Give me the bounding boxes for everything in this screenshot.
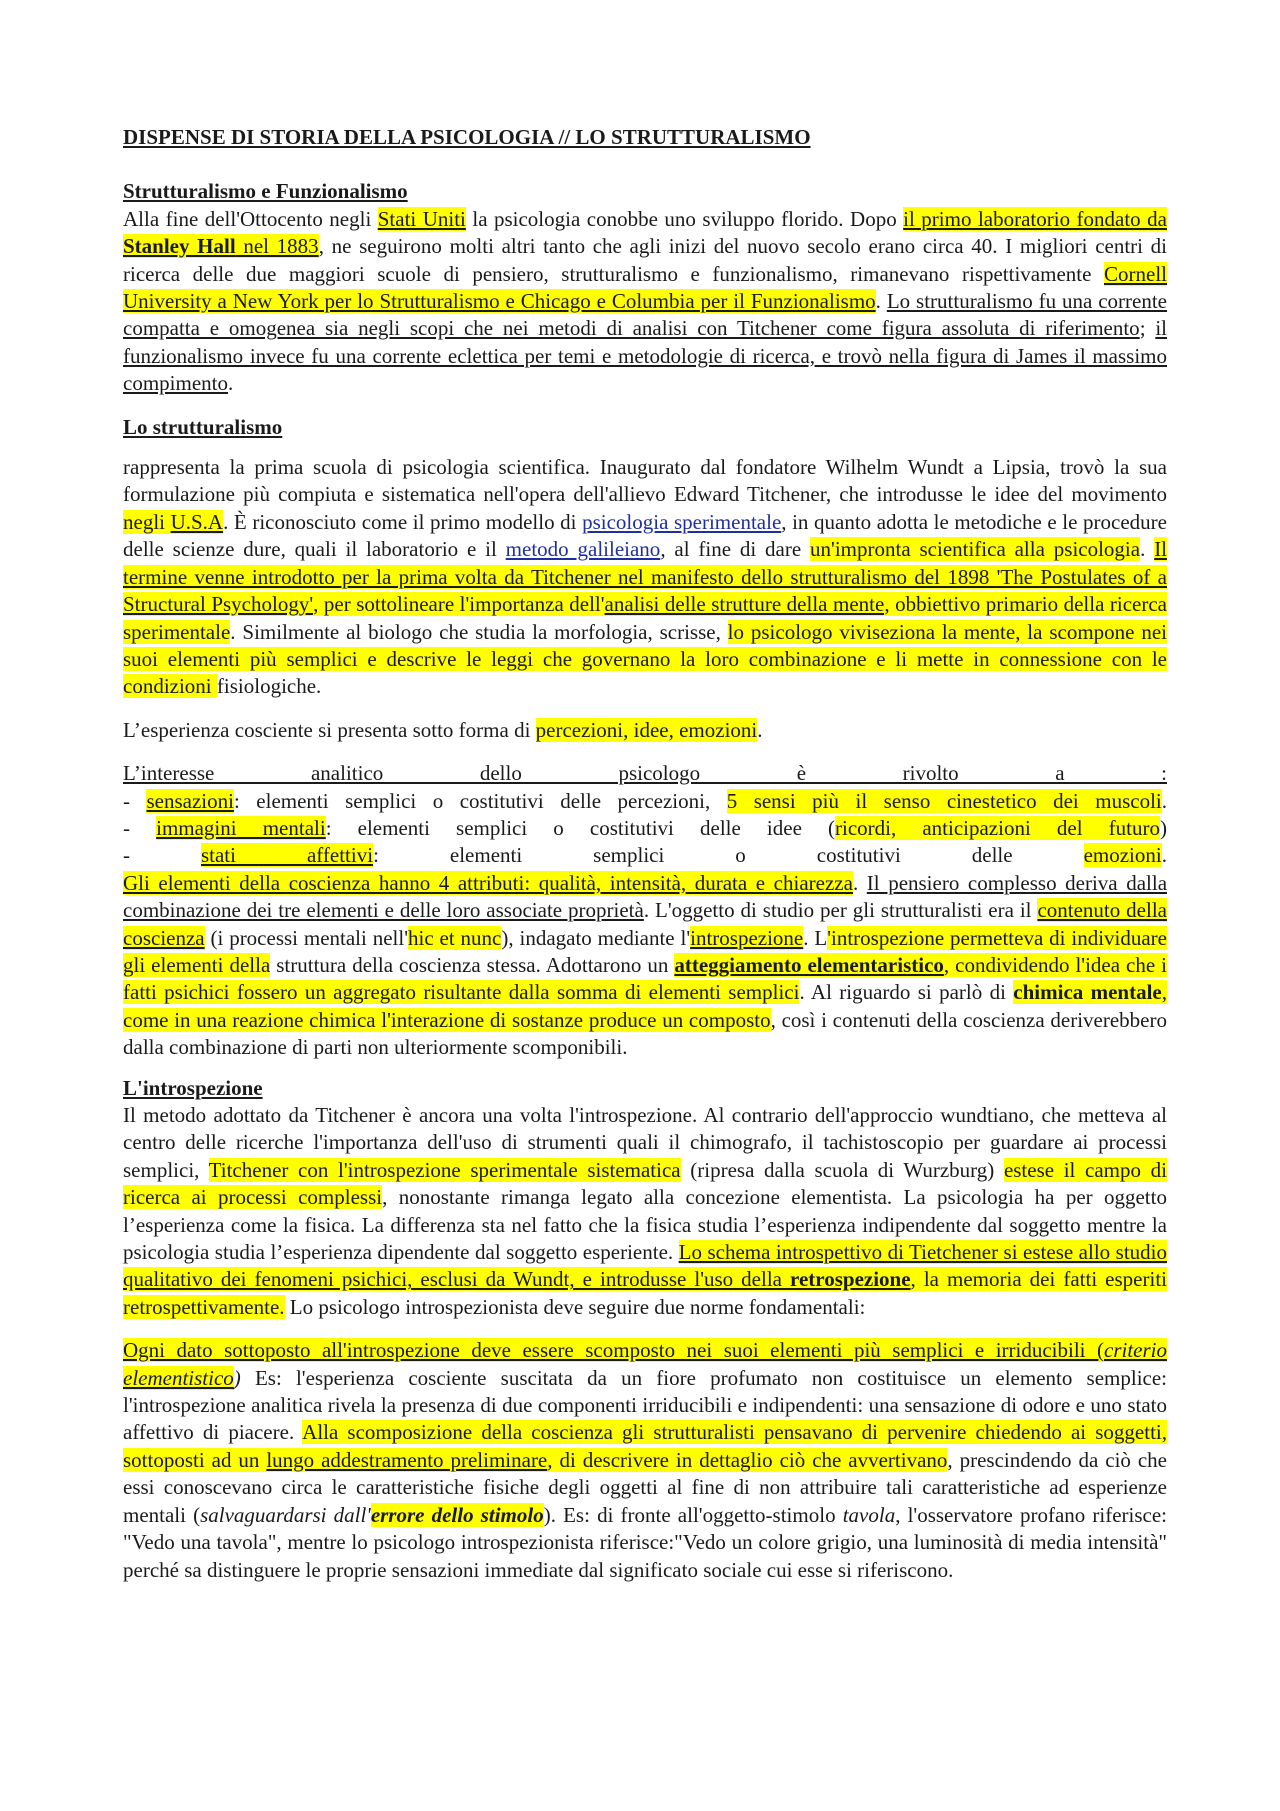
text-run: . (757, 717, 763, 742)
text-run: , al fine di dare (660, 537, 811, 562)
italic-tavola: tavola (842, 1502, 896, 1527)
highlight-introspezione-sistematica: Titchener con l'introspezione sperimentale sistematica (208, 1157, 681, 1182)
highlight-immagini-mentali: immagini mentali (156, 815, 326, 840)
text-run: negli (123, 509, 171, 534)
bold-retrospezione: retrospezione (790, 1267, 911, 1292)
list-item-sensazioni (123, 788, 1167, 815)
text-run: , così i contenuti della coscienza deriverebbero dalla combinazione di parti non ulteriormente scomponibili. (123, 1007, 1167, 1060)
paragraph-strutturalismo-funzionalismo (123, 206, 1167, 398)
text-run: Es: l'esperienza cosciente suscitata da un fiore profumato non costituisce un elemento semplice: l'introspezione analitica rivela la presenza di due componenti irriducibili e indipendenti: una sensazione di odore e uno stato affettivo di piacere. (123, 1365, 1167, 1445)
paragraph-interesse-analitico (123, 760, 1167, 1061)
text-run: . (1161, 788, 1167, 813)
text-run: Alla scomposizione della coscienza gli strutturalisti pensavano di pervenire chiedendo ai soggetti, sottoposti ad un (123, 1420, 1167, 1472)
text-run: . L'oggetto di studio per gli strutturalisti era il (643, 898, 1038, 923)
list-item-immagini-mentali (123, 815, 1167, 842)
text-run: Alla fine dell'Ottocento negli (123, 206, 378, 231)
text-run: la psicologia conobbe uno sviluppo florido. Dopo (465, 206, 904, 231)
highlight-ricordi: ricordi, anticipazioni del futuro (835, 815, 1160, 840)
text-run: (i processi mentali nell' (204, 925, 408, 950)
text-run: . (852, 870, 867, 895)
text-run: - (123, 843, 201, 868)
text-run: , prescindendo da ciò che essi conoscevano circa le caratteristiche fisiche degli oggetti al fine di non attribuire tali caratteristiche ad esperienze mentali ( (123, 1447, 1167, 1527)
text-run: ), indagato mediante l' (501, 925, 691, 950)
text-run: fisiologiche. (216, 674, 322, 699)
text-run: . L (803, 925, 828, 950)
line-interesse-analitico: L’interesse analitico dello psicologo è rivolto a : (123, 761, 1167, 786)
highlight-negli-usa (123, 510, 223, 534)
highlight-cornell-columbia: Cornell University a New York per lo Strutturalismo e Chicago e Columbia per il Funzionalismo (123, 261, 1167, 314)
section-heading-lo-strutturalismo: Lo strutturalismo (123, 414, 283, 439)
highlight-stati-affettivi: stati affettivi (200, 843, 374, 868)
underline-funzionalismo-eclettico: il funzionalismo invece fu una corrente eclettica per temi e metodologie di ricerca, e trovò nella figura di James il massimo compimento (123, 316, 1167, 396)
text-run: rappresenta la prima scuola di psicologia scientifica. Inaugurato dal fondatore Wilhelm Wundt a Lipsia, trovò la sua formulazione più compiuta e sistematica nell'opera dell'allievo Edward Titchener, che introdusse le idee del movimento (123, 455, 1167, 507)
highlight-contenuto-coscienza: contenuto della coscienza (123, 898, 1167, 950)
highlight-emozioni: emozioni (1083, 843, 1162, 868)
text-run: . (1140, 537, 1155, 562)
underline-pensiero-complesso: Il pensiero complesso deriva dalla combinazione dei tre elementi e delle loro associate proprietà (123, 870, 1168, 923)
highlight-sottolineare: , per sottolineare l'importanza dell' (313, 592, 605, 617)
highlight-obbiettivo-primario: , obbiettivo primario della ricerca sperimentale (123, 592, 1168, 644)
text-run: . Similmente al biologo che studia la morfologia, scrisse, (230, 619, 728, 644)
text-run: Lo psicologo introspezionista deve seguire due norme fondamentali: (284, 1294, 866, 1319)
text-run: Il metodo adottato da Titchener è ancora una volta l'introspezione. Al contrario dell'approccio wundtiano, che metteva al centro delle ricerche l'importanza dell'uso di strumenti quali il chimografo, il tachistoscopio per guardare ai processi semplici, (123, 1103, 1167, 1182)
highlight-sensazioni: sensazioni (146, 788, 234, 813)
highlight-processi-complessi: estese il campo di ricerca ai processi complessi (123, 1157, 1167, 1210)
paragraph-lo-strutturalismo (123, 454, 1167, 701)
text-run: (ripresa dalla scuola di Wurzburg) (680, 1157, 1004, 1182)
text-run: : elementi semplici o costitutivi delle idee ( (325, 815, 835, 840)
section-heading-introspezione: L'introspezione (123, 1075, 263, 1100)
highlight-percezioni-idee-emozioni: percezioni, idee, emozioni (535, 717, 758, 742)
bold-stanley-hall: Stanley Hall (123, 234, 236, 259)
highlight-impronta-scientifica: un'impronta scientifica alla psicologia (810, 537, 1141, 562)
text-run: - (123, 788, 147, 813)
highlight-fatti-psichici: , condividendo l'idea che i fatti psichici fossero un aggregato risultante dalla somma di elementi semplici (123, 952, 1167, 1005)
text-run: Ogni dato sottoposto all'introspezione deve essere scomposto nei suoi elementi più semplici e irriducibili ( (123, 1338, 1104, 1363)
text-run: , di descrivere in dettaglio ciò che avvertivano (547, 1447, 948, 1472)
highlight-quattro-attributi: Gli elementi della coscienza hanno 4 attributi: qualità, intensità, durata e chiarezza (123, 870, 853, 895)
paragraph-introspezione (123, 1102, 1167, 1321)
link-psicologia-sperimentale[interactable]: psicologia sperimentale (582, 509, 782, 534)
text-run: . (875, 289, 887, 314)
highlight-psicologo-viviseziona: lo psicologo viviseziona la mente, la scompone nei suoi elementi più semplici e descrive le leggi che governano la loro combinazione e li mette in connessione con le condizioni (123, 619, 1167, 699)
highlight-reazione-chimica: , come in una reazione chimica l'interazione di sostanze produce un composto (123, 980, 1168, 1032)
highlight-analisi-strutture: analisi delle strutture della mente (604, 592, 885, 617)
section-heading-strutturalismo-funzionalismo: Strutturalismo e Funzionalismo (123, 179, 408, 204)
text-run: nel 1883 (235, 234, 319, 259)
underline-usa: U.S.A (170, 509, 224, 534)
document-page (123, 124, 1167, 1584)
text-run: , in quanto adotta le metodiche e le procedure delle scienze dure, quali il laboratorio e il (123, 509, 1167, 562)
highlight-stati-uniti: Stati Uniti (377, 206, 466, 231)
highlight-chimica-mentale: chimica mentale (1013, 980, 1162, 1005)
text-run: ) (233, 1365, 241, 1390)
highlight-cinque-sensi: 5 sensi più il senso cinestetico dei muscoli (726, 788, 1162, 813)
underline-strutturalismo-compatto: Lo strutturalismo fu una corrente compatta e omogenea sia negli scopi che nei metodi di analisi con Titchener come figura assoluta di riferimento (123, 289, 1168, 341)
text-run: L’esperienza cosciente si presenta sotto forma di (123, 717, 536, 742)
text-run: : elementi semplici o costitutivi delle (373, 843, 1084, 868)
text-run: il primo laboratorio fondato da (903, 206, 1167, 231)
highlight-introspezione-permetteva: 'introspezione permetteva di individuare gli elementi della (123, 925, 1167, 977)
italic-criterio-elementistico: criterio elementistico (123, 1338, 1167, 1390)
text-run: . È riconosciuto come il primo modello di (223, 509, 583, 534)
text-run: , ne seguirono molti altri tanto che agli inizi del nuovo secolo erano circa 40. I migliori centri di ricerca delle due maggiori scuole di pensiero, strutturalismo e funzionalismo, rimanevano rispettivamente (123, 234, 1167, 286)
highlight-termine-introdotto: Il termine venne introdotto per la prima volta da Titchener nel manifesto dello strutturalismo del 1898 'The Postulates of a Structural Psychology' (123, 537, 1168, 617)
text-run: . (227, 371, 234, 396)
text-run: ). Es: di fronte all'oggetto-stimolo (543, 1502, 843, 1527)
text-run: , l'osservatore profano riferisce: "Vedo una tavola", mentre lo psicologo introspezionista riferisce:"Vedo un colore grigio, una luminosità di media intensità" perché sa distinguere le proprie sensazioni immediate dal significato sociale cui esse si riferiscono. (123, 1502, 1168, 1582)
list-item-stati-affettivi (123, 842, 1167, 869)
text-run: ) (1159, 815, 1167, 840)
text-run: Lo schema introspettivo di Tietchener si estese allo studio qualitativo dei fenomeni psichici, esclusi da Wundt, e introdusse l'uso della (123, 1240, 1167, 1292)
text-run: - (123, 815, 157, 840)
highlight-errore-stimolo: errore dello stimolo (370, 1502, 544, 1527)
highlight-atteggiamento-elementaristico: atteggiamento elementaristico (674, 952, 944, 977)
text-run: struttura della coscienza stessa. Adottarono un (270, 952, 675, 977)
paragraph-elementi-coscienza (123, 870, 1167, 1062)
document-title: DISPENSE DI STORIA DELLA PSICOLOGIA // LO STRUTTURALISMO (123, 125, 811, 149)
link-metodo-galileiano[interactable]: metodo galileiano (505, 537, 661, 562)
paragraph-criterio-elementistico (123, 1337, 1167, 1584)
text-run: , la memoria dei fatti esperiti retrospettivamente. (123, 1267, 1167, 1319)
underline-addestramento: lungo addestramento preliminare (266, 1447, 548, 1472)
text-run: . (1161, 843, 1167, 868)
paragraph-esperienza-cosciente (123, 717, 1167, 744)
text-run: , nonostante rimanga legato alla concezione elementista. La psicologia ha per oggetto l’esperienza come la fisica. La differenza sta nel fatto che la fisica studia l’esperienza indipendente dal soggetto mentre la psicologia studia l’esperienza dipendente dal soggetto esperiente. (123, 1185, 1167, 1265)
highlight-introspezione: introspezione (690, 925, 804, 950)
text-run: : elementi semplici o costitutivi delle percezioni, (233, 788, 727, 813)
highlight-hic-et-nunc: hic et nunc (408, 925, 502, 950)
text-run: . Al riguardo si parlò di (799, 980, 1014, 1005)
italic-salvaguardarsi: salvaguardarsi dall' (200, 1502, 371, 1527)
text-run: ; (1139, 316, 1156, 341)
